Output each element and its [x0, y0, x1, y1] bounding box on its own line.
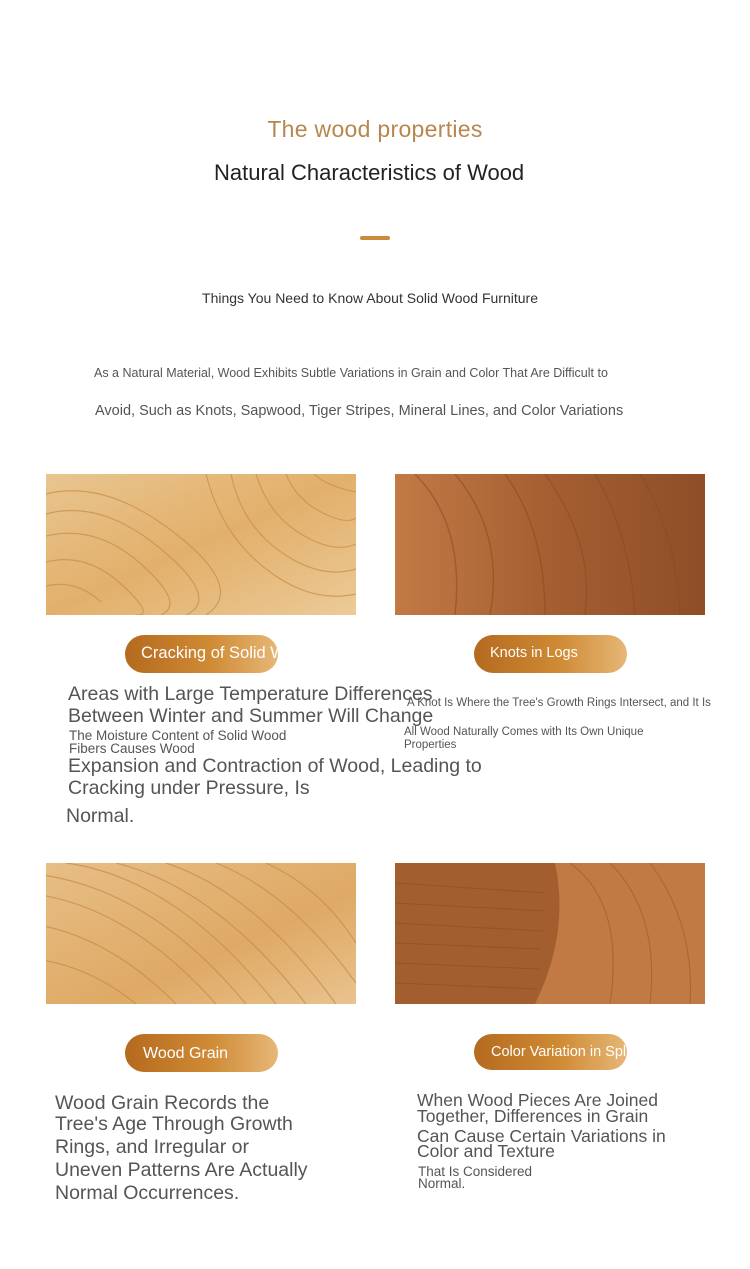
label-pill-color-variation: [474, 1034, 656, 1070]
desc-knots-line-2: All Wood Naturally Comes with Its Own Unique: [404, 726, 644, 738]
page-title: Natural Characteristics of Wood: [214, 160, 525, 185]
desc-color-line-1: When Wood Pieces Are Joined: [417, 1090, 658, 1110]
desc-knots-line-1: A Knot Is Where the Tree's Growth Rings Intersect, and It Is: [407, 697, 711, 709]
section-eyebrow: The wood properties: [267, 116, 483, 142]
wood-photo-grain: [46, 863, 356, 1004]
label-pill-cracking: [125, 635, 314, 673]
title-divider: [360, 236, 390, 240]
desc-cracking-line-1: Areas with Large Temperature Differences: [68, 683, 433, 705]
wood-photo-cracking: [46, 474, 356, 615]
desc-cracking-line-7: Normal.: [66, 805, 135, 827]
desc-cracking-line-6: Cracking under Pressure, Is: [68, 777, 310, 799]
intro-text-line-2: Avoid, Such as Knots, Sapwood, Tiger Stripes, Mineral Lines, and Color Variations: [95, 403, 624, 419]
wood-photo-knots: [395, 474, 705, 615]
desc-color-line-5: That Is Considered: [418, 1164, 533, 1179]
label-pill-knots: [474, 635, 627, 673]
label-pill-grain: [125, 1034, 278, 1072]
desc-color-line-6: Normal.: [418, 1176, 466, 1191]
desc-knots-line-3: Properties: [404, 739, 457, 751]
page-subtitle: Things You Need to Know About Solid Wood Furniture: [202, 290, 538, 306]
intro-text-line-1: As a Natural Material, Wood Exhibits Subtle Variations in Grain and Color That Are Difficult to: [94, 366, 608, 380]
label-cracking: Cracking of Solid Wood: [141, 644, 314, 662]
desc-cracking-line-5: Expansion and Contraction of Wood, Leading to: [68, 755, 482, 777]
desc-cracking-line-4: Fibers Causes Wood: [69, 741, 195, 756]
desc-grain-line-3: Rings, and Irregular or: [55, 1136, 250, 1158]
desc-color-line-4: Color and Texture: [417, 1141, 555, 1161]
desc-grain-line-5: Normal Occurrences.: [55, 1182, 240, 1204]
wood-photo-color-variation: [395, 863, 705, 1004]
desc-grain-line-4: Uneven Patterns Are Actually: [55, 1159, 308, 1181]
label-color-variation: Color Variation in Splicing: [491, 1044, 656, 1060]
desc-grain-line-1: Wood Grain Records the: [55, 1092, 270, 1114]
desc-grain-line-2: Tree's Age Through Growth: [55, 1113, 293, 1135]
desc-cracking-line-3: The Moisture Content of Solid Wood: [69, 728, 287, 743]
desc-color-line-2: Together, Differences in Grain: [417, 1106, 649, 1126]
desc-cracking-line-2: Between Winter and Summer Will Change: [68, 705, 434, 727]
label-knots: Knots in Logs: [490, 645, 578, 661]
label-grain: Wood Grain: [143, 1045, 229, 1062]
desc-color-line-3: Can Cause Certain Variations in: [417, 1126, 666, 1146]
